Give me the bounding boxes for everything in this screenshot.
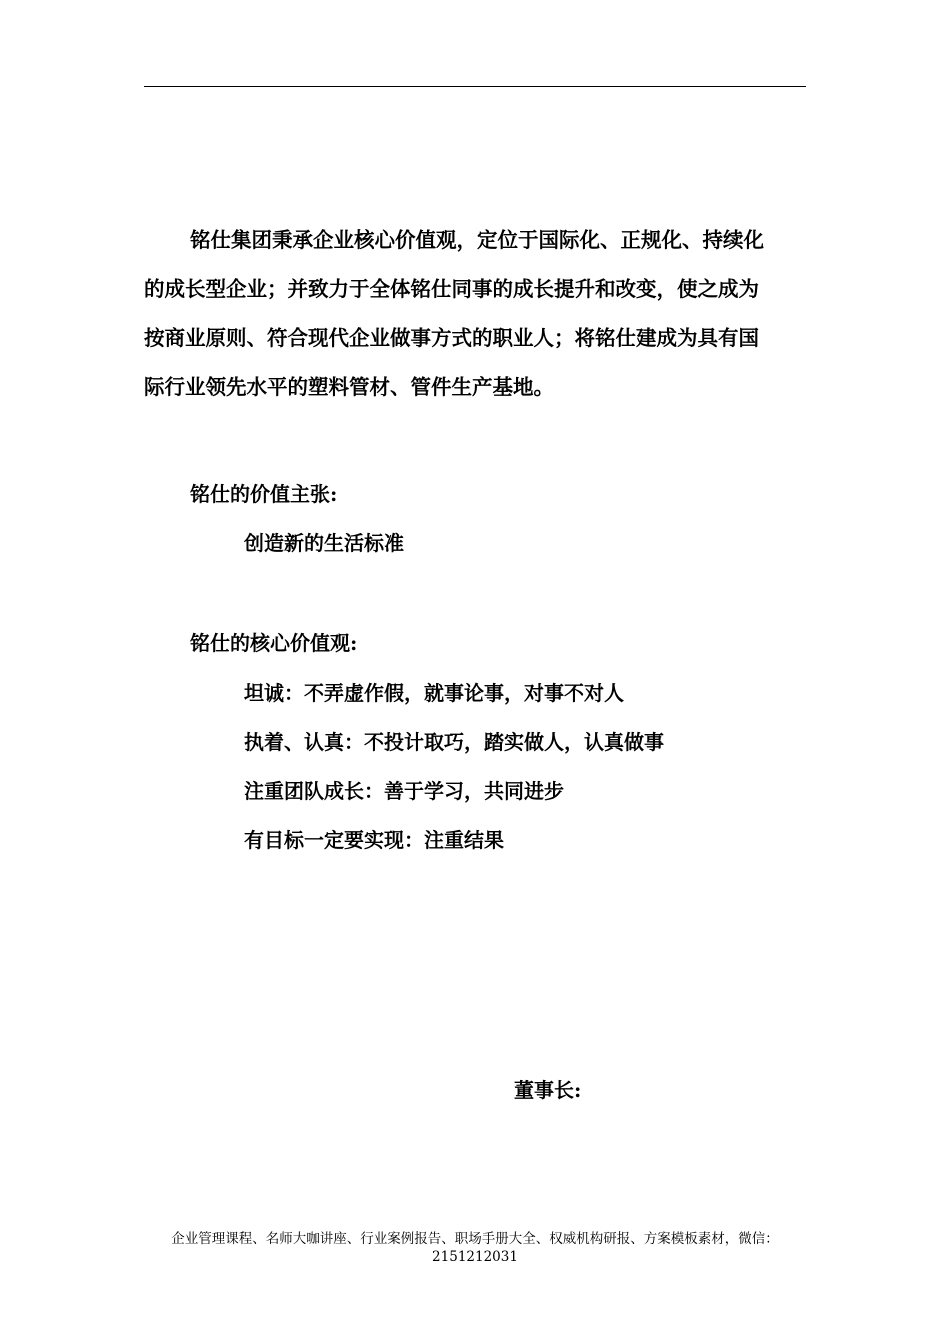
intro-line: 铭仕集团秉承企业核心价值观，定位于国际化、正规化、持续化 xyxy=(190,228,764,252)
intro-paragraph xyxy=(144,216,808,412)
intro-line: 际行业领先水平的塑料管材、管件生产基地。 xyxy=(144,375,554,399)
value-proposition-heading: 铭仕的价值主张: xyxy=(190,482,338,506)
core-value-item: 坦诚：不弄虚作假，就事论事，对事不对人 xyxy=(244,681,624,705)
value-proposition-item: 创造新的生活标准 xyxy=(244,531,404,555)
intro-line: 按商业原则、符合现代企业做事方式的职业人；将铭仕建成为具有国 xyxy=(144,326,759,350)
footer-line: 企业管理课程、名师大咖讲座、行业案例报告、职场手册大全、权威机构研报、方案模板素材，微信： xyxy=(171,1231,779,1247)
core-value-item: 注重团队成长：善于学习，共同进步 xyxy=(244,779,564,803)
intro-line: 的成长型企业；并致力于全体铭仕同事的成长提升和改变，使之成为 xyxy=(144,277,759,301)
chairman-signature-label: 董事长: xyxy=(514,1078,582,1102)
core-value-item: 执着、认真：不投计取巧，踏实做人，认真做事 xyxy=(244,730,664,754)
core-values-heading: 铭仕的核心价值观: xyxy=(190,631,358,655)
header-rule xyxy=(144,86,806,87)
core-value-item: 有目标一定要实现：注重结果 xyxy=(244,828,504,852)
footer-note xyxy=(144,1230,806,1266)
footer-wechat-id: 2151212031 xyxy=(432,1249,518,1265)
